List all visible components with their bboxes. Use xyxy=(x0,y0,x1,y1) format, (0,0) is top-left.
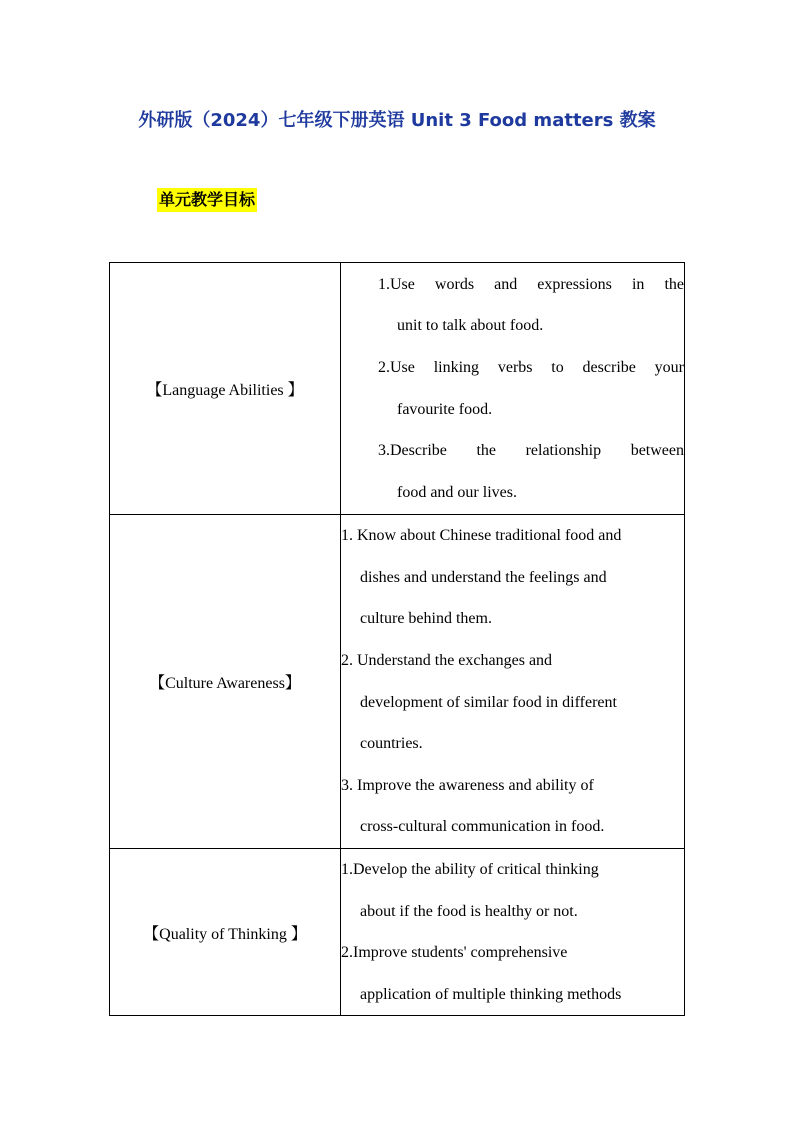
objective-line: 1.Use words and expressions in the xyxy=(378,275,684,293)
objective-line: 3.Describe the relationship between xyxy=(378,442,684,460)
objective-line: cross-cultural communication in food. xyxy=(360,818,605,836)
objectives-cell xyxy=(341,849,685,1016)
table-row xyxy=(110,849,685,1016)
objective-line: culture behind them. xyxy=(360,610,492,628)
category-quality-of-thinking: 【Quality of Thinking 】 xyxy=(110,849,341,1016)
category-culture-awareness: 【Culture Awareness】 xyxy=(110,515,341,849)
document-title: 外研版（2024）七年级下册英语 Unit 3 Food matters 教案 xyxy=(138,110,656,131)
objective-line: 1.Develop the ability of critical thinking xyxy=(341,861,599,878)
objective-line: favourite food. xyxy=(397,400,493,418)
objective-line: about if the food is healthy or not. xyxy=(360,902,578,920)
objective-line: 2. Understand the exchanges and xyxy=(341,651,553,669)
objective-line: application of multiple thinking methods xyxy=(360,985,622,1003)
objective-line: 3. Improve the awareness and ability of xyxy=(341,776,594,794)
table-row xyxy=(110,515,685,849)
objective-line: development of similar food in different xyxy=(360,693,617,711)
section-heading-unit-goals: 单元教学目标 xyxy=(157,188,257,212)
unit-goals-table xyxy=(109,262,685,1016)
category-language-abilities: 【Language Abilities 】 xyxy=(110,263,341,515)
objective-line: 1. Know about Chinese traditional food and xyxy=(341,527,622,545)
objective-line: dishes and understand the feelings and xyxy=(360,568,607,586)
objective-line: countries. xyxy=(360,735,423,753)
objective-line: 2.Use linking verbs to describe your xyxy=(378,358,684,376)
objective-line: 2.Improve students' comprehensive xyxy=(341,944,568,962)
objective-line: food and our lives. xyxy=(397,483,517,501)
objective-line: unit to talk about food. xyxy=(397,317,544,335)
objectives-cell xyxy=(341,263,685,515)
table-row xyxy=(110,263,685,515)
objectives-cell xyxy=(341,515,685,849)
